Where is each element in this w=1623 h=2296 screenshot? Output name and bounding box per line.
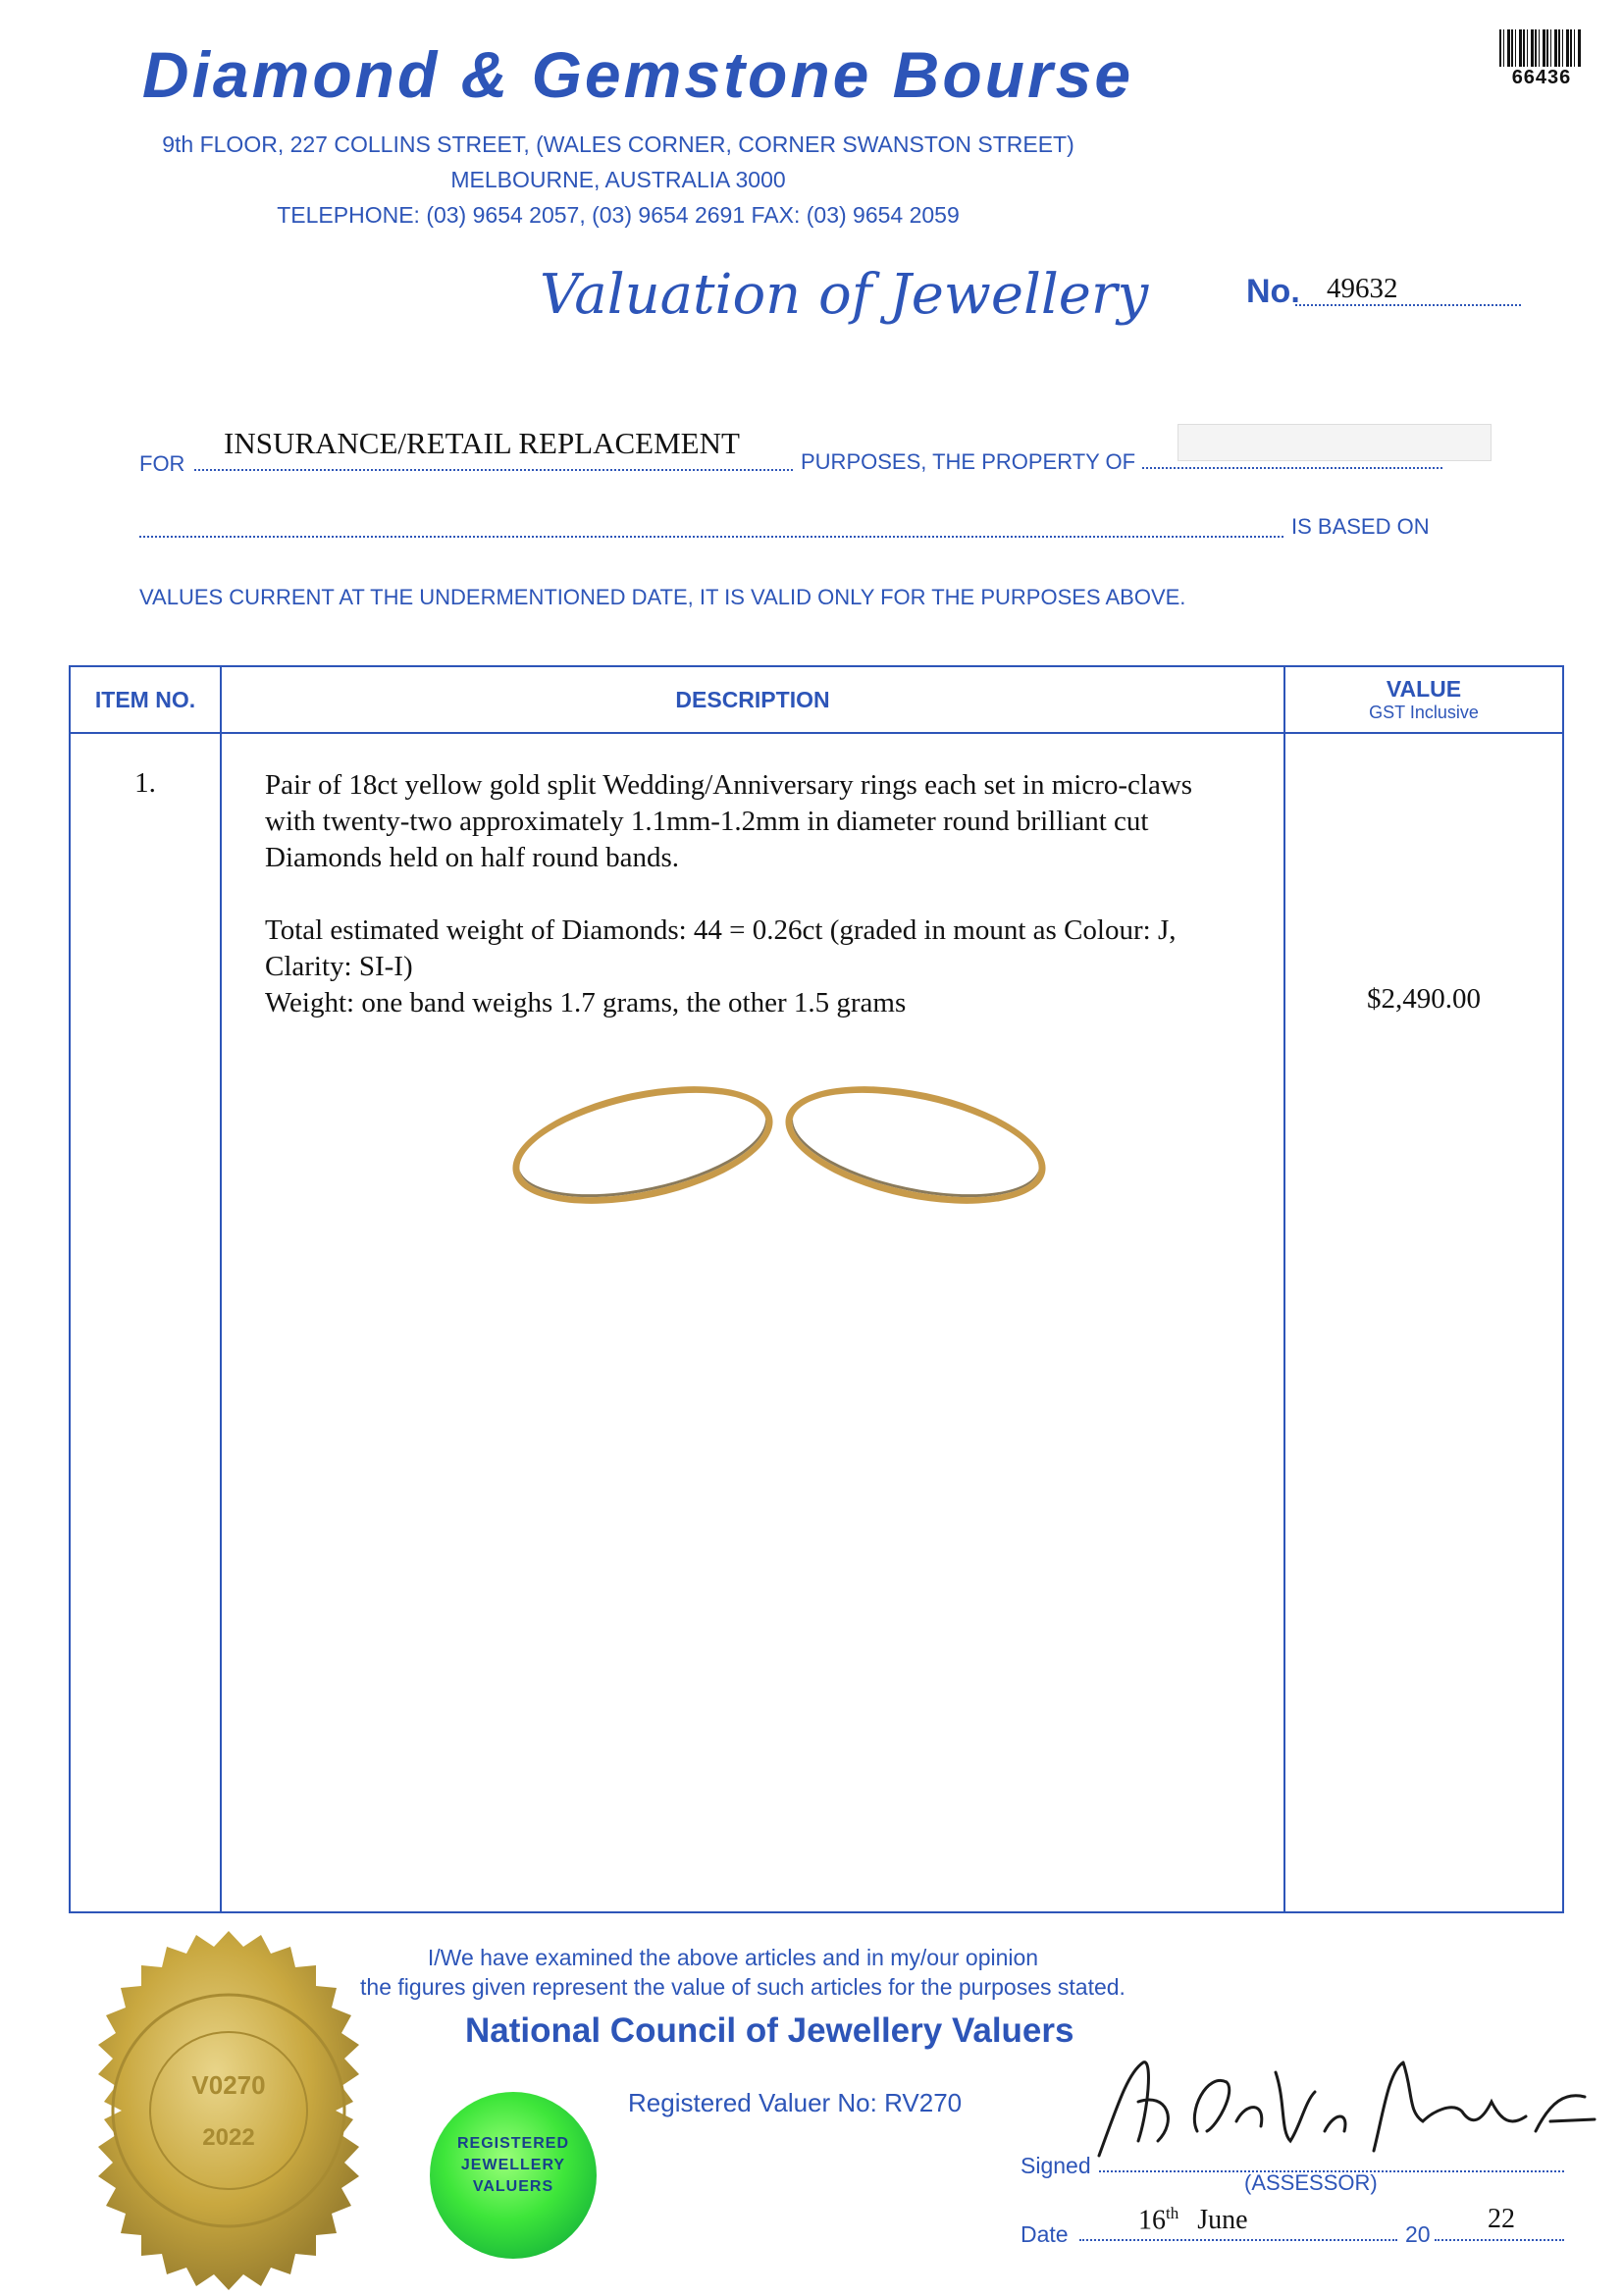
number-label: No.	[1246, 273, 1300, 310]
opinion-line-2: the figures given represent the value of such articles for the purposes stated.	[360, 1974, 1126, 2000]
hologram-line-1: REGISTERED	[456, 2135, 569, 2152]
valuation-table	[69, 665, 1564, 1913]
values-current-line: VALUES CURRENT AT THE UNDERMENTIONED DATE, IT IS VALID ONLY FOR THE PURPOSES ABOVE.	[139, 585, 1186, 609]
seal-center-year: 2022	[202, 2124, 255, 2151]
assessor-label: (ASSESSOR)	[1244, 2170, 1378, 2195]
description-weight-line: Weight: one band weighs 1.7 grams, the other 1.5 grams	[265, 987, 907, 1018]
date-day-suffix: th	[1166, 2204, 1179, 2222]
is-based-on-label: IS BASED ON	[1291, 514, 1430, 539]
barcode-number: 66436	[1511, 67, 1572, 88]
signed-label: Signed	[1021, 2153, 1091, 2178]
header-value-label: VALUE	[1386, 676, 1462, 702]
year-line	[1435, 2239, 1564, 2241]
date-month: June	[1197, 2205, 1248, 2236]
gold-seal-icon	[47, 1929, 410, 2292]
header-item-no: ITEM NO.	[70, 666, 221, 733]
ring-right-icon	[775, 1066, 1057, 1225]
hologram-line-3: VALUERS	[472, 2178, 554, 2195]
registered-valuer-number: Registered Valuer No: RV270	[628, 2088, 963, 2117]
seal-center-code: V0270	[191, 2070, 266, 2100]
purposes-label: PURPOSES, THE PROPERTY OF	[801, 449, 1136, 474]
date-value	[1138, 2204, 1248, 2236]
item-number: 1.	[70, 733, 221, 1912]
purpose-value: INSURANCE/RETAIL REPLACEMENT	[224, 426, 740, 460]
company-name: Diamond & Gemstone Bourse	[141, 38, 1134, 111]
owner-line	[1142, 467, 1442, 469]
telephone-line: TELEPHONE: (03) 9654 2057, (03) 9654 2691 FAX: (03) 9654 2059	[277, 202, 960, 228]
redacted-owner-box	[1178, 424, 1492, 461]
header-description: DESCRIPTION	[221, 666, 1284, 733]
hologram-sticker	[430, 2092, 597, 2259]
signature-icon	[1089, 2033, 1599, 2180]
header-value-subtitle: GST Inclusive	[1369, 703, 1479, 722]
item-description	[221, 733, 1284, 1912]
opinion-line-1: I/We have examined the above articles and in my/our opinion	[427, 1945, 1039, 1970]
purpose-line	[194, 469, 793, 471]
for-label: FOR	[139, 451, 185, 476]
barcode-icon	[1499, 29, 1582, 67]
certificate-number: 49632	[1327, 273, 1398, 304]
continuation-line	[139, 536, 1283, 538]
header-value	[1284, 666, 1563, 733]
date-line	[1079, 2239, 1397, 2241]
hologram-text	[430, 2133, 597, 2198]
description-paragraph-2: Total estimated weight of Diamonds: 44 = 0.26ct (graded in mount as Colour: J, Clarity: SI-I)	[265, 914, 1177, 982]
hologram-line-2: JEWELLERY	[460, 2157, 566, 2173]
address-line-1: 9th FLOOR, 227 COLLINS STREET, (WALES CORNER, CORNER SWANSTON STREET)	[162, 131, 1074, 157]
year-prefix: 20	[1405, 2221, 1431, 2247]
rings-photo	[265, 1021, 1244, 1277]
year-suffix: 22	[1488, 2204, 1515, 2234]
date-day: 16	[1138, 2205, 1166, 2236]
description-paragraph-1: Pair of 18ct yellow gold split Wedding/Anniversary rings each set in micro-claws with twenty-two approximately 1.1mm-1.2mm in diameter round brilliant cut Diamonds held on half round bands.	[265, 769, 1193, 873]
address-line-2: MELBOURNE, AUSTRALIA 3000	[450, 167, 786, 192]
council-name: National Council of Jewellery Valuers	[465, 2011, 1074, 2050]
ring-left-icon	[502, 1066, 784, 1225]
item-value: $2,490.00	[1284, 733, 1563, 1912]
date-label: Date	[1021, 2221, 1069, 2247]
certificate-title: Valuation of Jewellery	[540, 263, 1149, 327]
